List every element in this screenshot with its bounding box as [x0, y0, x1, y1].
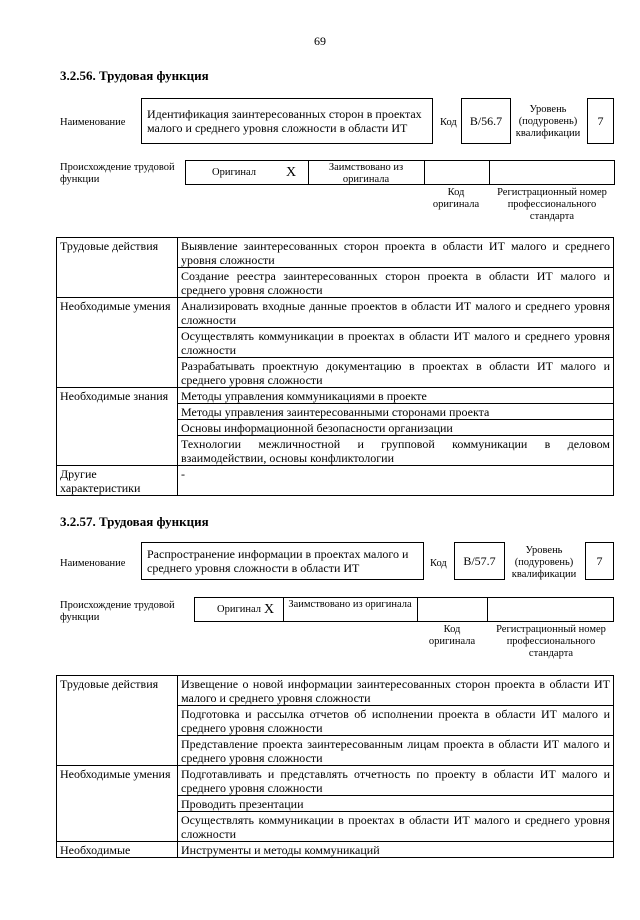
origin-label: Происхождение трудовой функции — [60, 162, 175, 185]
function-name: Распространение информации в проектах малого и среднего уровня сложности в области ИТ — [141, 542, 424, 580]
divider — [417, 597, 418, 622]
reg-number-label: Регистрационный номер профессионального стандарта — [496, 624, 606, 659]
table-cell: - — [178, 466, 614, 496]
section-title: 3.2.57. Трудовая функция — [60, 514, 209, 529]
table-row — [57, 238, 614, 268]
table-cell: Осуществлять коммуникации в проектах в области ИТ малого и среднего уровня сложности — [178, 328, 614, 358]
table-cell: Анализировать входные данные проектов в области ИТ малого и среднего уровня сложности — [178, 298, 614, 328]
table-row — [57, 842, 614, 858]
function-code: B/56.7 — [461, 98, 511, 144]
table-cell: Методы управления коммуникациями в проекте — [178, 388, 614, 404]
row-header: Необходимые умения — [57, 298, 178, 388]
divider — [308, 160, 309, 185]
table-cell: Подготавливать и представлять отчетность по проекту в области ИТ малого и среднего уровня сложности — [178, 766, 614, 796]
code-label: Код — [430, 558, 447, 569]
function-code: B/57.7 — [454, 542, 505, 580]
table-cell: Проводить презентации — [178, 796, 614, 812]
divider — [489, 160, 490, 185]
table-row — [57, 766, 614, 796]
borrowed-label: Заимствовано из оригинала — [328, 162, 404, 185]
table-row — [57, 676, 614, 706]
divider — [487, 597, 488, 622]
section-title: 3.2.56. Трудовая функция — [60, 68, 209, 83]
row-header: Трудовые действия — [57, 238, 178, 298]
table-row — [57, 388, 614, 404]
function-name: Идентификация заинтересованных сторон в проектах малого и среднего уровня сложности в области ИТ — [141, 98, 433, 144]
code-original-label: Код оригинала — [432, 187, 480, 210]
qualification-level: 7 — [585, 542, 614, 580]
row-header: Трудовые действия — [57, 676, 178, 766]
divider — [283, 597, 284, 622]
origin-label: Происхождение трудовой функции — [60, 600, 175, 623]
row-header: Другие характеристики — [57, 466, 178, 496]
table-cell: Технологии межличностной и групповой коммуникации в деловом взаимодействии, основы конфликтологии — [178, 436, 614, 466]
divider — [424, 160, 425, 185]
reg-number-label: Регистрационный номер профессионального стандарта — [497, 187, 607, 222]
table-row — [57, 298, 614, 328]
requirements-table — [56, 237, 614, 496]
requirements-table — [56, 675, 614, 858]
table-cell: Создание реестра заинтересованных сторон проекта в области ИТ малого и среднего уровня сложности — [178, 268, 614, 298]
table-cell: Выявление заинтересованных сторон проекта в области ИТ малого и среднего уровня сложности — [178, 238, 614, 268]
table-cell: Разрабатывать проектную документацию в проектах в области ИТ малого и среднего уровня сложности — [178, 358, 614, 388]
row-header: Необходимые — [57, 842, 178, 858]
original-mark: X — [286, 165, 297, 180]
name-label: Наименование — [60, 117, 126, 128]
level-label: Уровень (подуровень) квалификации — [515, 104, 581, 139]
table-cell: Подготовка и рассылка отчетов об исполнении проекта в области ИТ малого и среднего уровня сложности — [178, 706, 614, 736]
original-label: Оригинал — [212, 167, 256, 178]
code-original-label: Код оригинала — [428, 624, 476, 647]
table-row — [57, 466, 614, 496]
page-number: 69 — [314, 34, 326, 48]
table-cell: Основы информационной безопасности организации — [178, 420, 614, 436]
table-cell: Методы управления заинтересованными сторонами проекта — [178, 404, 614, 420]
qualification-level: 7 — [587, 98, 614, 144]
code-label: Код — [440, 117, 457, 128]
level-label: Уровень (подуровень) квалификации — [511, 545, 577, 580]
table-cell: Осуществлять коммуникации в проектах в области ИТ малого и среднего уровня сложности — [178, 812, 614, 842]
original-mark: X — [264, 602, 275, 617]
table-cell: Извещение о новой информации заинтересованных сторон проекта в области ИТ малого и среднего уровня сложности — [178, 676, 614, 706]
table-cell: Инструменты и методы коммуникаций — [178, 842, 614, 858]
borrowed-label: Заимствовано из оригинала — [288, 599, 412, 610]
original-label: Оригинал — [217, 604, 261, 615]
row-header: Необходимые умения — [57, 766, 178, 842]
row-header: Необходимые знания — [57, 388, 178, 466]
name-label: Наименование — [60, 558, 126, 569]
table-cell: Представление проекта заинтересованным лицам проекта в области ИТ малого и среднего уровня сложности — [178, 736, 614, 766]
